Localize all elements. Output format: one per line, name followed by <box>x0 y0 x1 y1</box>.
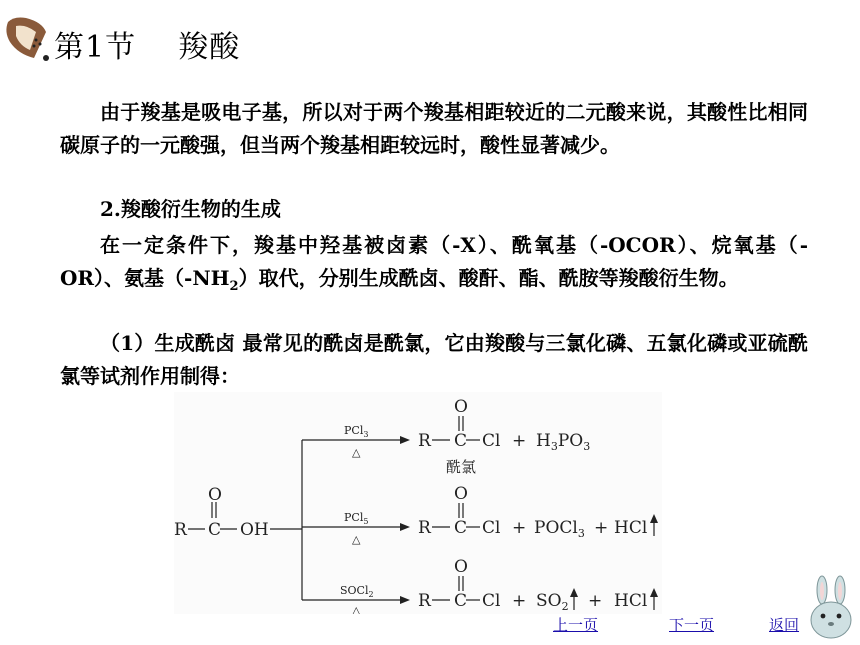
rabbit-mascot-icon <box>806 574 856 640</box>
product2-o: O <box>454 484 468 504</box>
product3-plus2: + <box>588 591 603 611</box>
svg-text:SO2: $SO_2$ <box>536 591 569 613</box>
reactant-oh: OH <box>240 520 269 540</box>
arrow2-condition: △ <box>352 533 361 546</box>
product1-byproduct: H <box>536 431 551 451</box>
product2-plus2: + <box>594 518 609 538</box>
svg-text:POCl3: POCl$_3$ <box>534 518 585 540</box>
arrow3-condition: △ <box>352 604 361 614</box>
svg-text:SOCl2: SOCl$_2$ <box>340 584 374 599</box>
section-heading: 2.羧酸衍生物的生成 <box>100 197 281 221</box>
paragraph-text: 由于羧基是吸电子基，所以对于两个羧基相距较近的二元酸来说，其酸性比相同碳原子的一元酸强，但当两个羧基相距较远时，酸性显著减少。 <box>60 100 808 157</box>
product2-r: R <box>418 518 431 538</box>
prev-page-link[interactable]: 上一页 <box>553 616 599 634</box>
svg-text:PCl5: PCl$_5$ <box>344 511 369 526</box>
product1-o: O <box>454 397 468 417</box>
product3-r: R <box>418 591 431 611</box>
product1-cl: Cl <box>482 431 501 451</box>
paragraph-text: 在一定条件下，羧基中羟基被卤素（-X）、酰氧基（-OCOR）、烷氧基（-OR）、氨基（-NH <box>60 233 808 290</box>
paragraph-text: （1）生成酰卤 最常见的酰卤是酰氯，它由羧酸与三氯化磷、五氯化磷或亚硫酰氯等试剂作用制得： <box>60 331 808 388</box>
paragraph-derivatives <box>60 229 808 303</box>
reactant-o: O <box>208 485 222 505</box>
arrow1-reagent: PCl <box>344 424 364 437</box>
product3-o: O <box>454 557 468 577</box>
product2-cl: Cl <box>482 518 501 538</box>
reactant-c: C <box>208 520 222 540</box>
reaction-scheme <box>174 392 662 614</box>
product3-c: C <box>454 591 468 611</box>
product1-r: R <box>418 431 431 451</box>
product3-gas: HCl <box>614 591 648 611</box>
product2-gas: HCl <box>614 518 648 538</box>
fox-ear-icon <box>4 14 50 66</box>
product2-plus: + <box>512 518 527 538</box>
product1-name: 酰氯 <box>446 458 477 476</box>
arrow1-condition: △ <box>352 446 361 459</box>
subscript: 2 <box>229 279 239 294</box>
page-title: 第1节 羧酸 <box>54 30 241 65</box>
svg-text:PCl3: PCl$_3$ <box>344 424 369 439</box>
next-page-link[interactable]: 下一页 <box>669 616 715 634</box>
product1-plus: + <box>512 431 527 451</box>
product2-byproduct: POCl <box>534 518 578 538</box>
back-link[interactable]: 返回 <box>769 616 800 634</box>
arrow3-reagent: SOCl <box>340 584 369 597</box>
product3-byproduct: SO <box>536 591 562 611</box>
paragraph-acyl-halide <box>60 327 808 393</box>
product1-c: C <box>454 431 468 451</box>
reactant-r: R <box>174 520 187 540</box>
paragraph-text: ）取代，分别生成酰卤、酸酐、酯、酰胺等羧酸衍生物。 <box>238 266 739 290</box>
product2-c: C <box>454 518 468 538</box>
product3-plus: + <box>512 591 527 611</box>
arrow2-reagent: PCl <box>344 511 364 524</box>
svg-text:H3PO3: $H_3PO_3$ <box>536 431 591 453</box>
paragraph-acidity <box>60 96 808 162</box>
product3-cl: Cl <box>482 591 501 611</box>
